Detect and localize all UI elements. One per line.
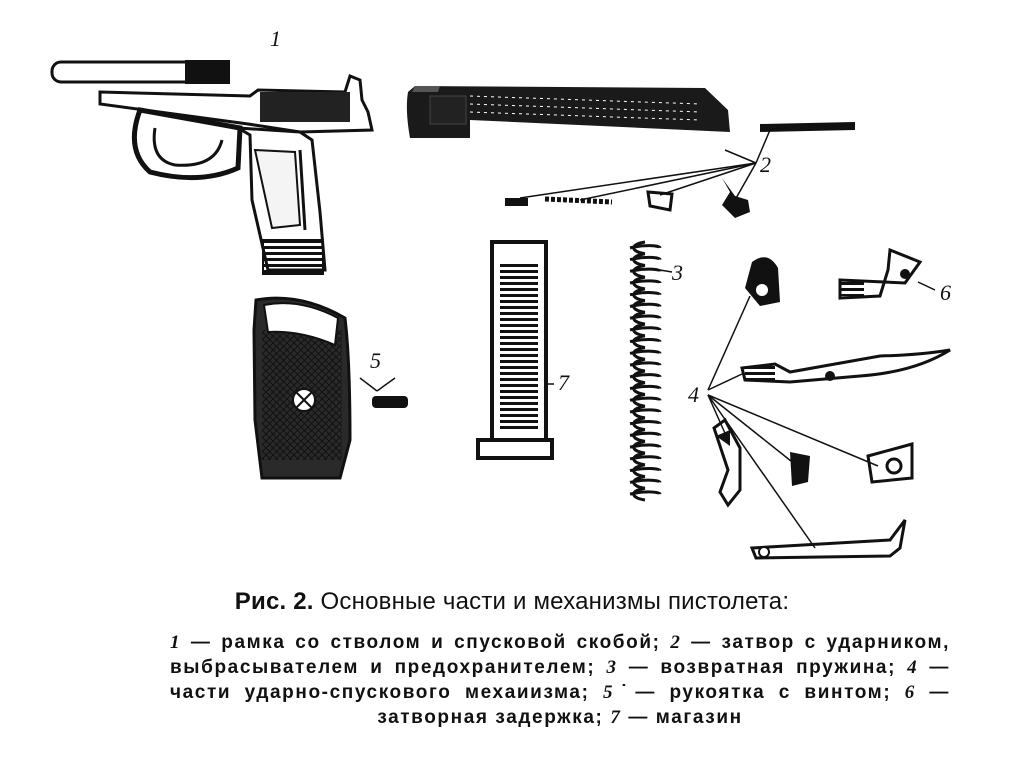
legend-item-5: 5˙— рукоятка с винтом; <box>603 682 905 703</box>
legend-item-3: 3 — возвратная пружина; <box>606 657 908 678</box>
slide-drawing <box>407 86 855 218</box>
legend-item-1: 1 — рамка со стволом и спусковой скобой; <box>170 632 671 653</box>
callout-5: 5 <box>370 348 381 373</box>
trigger-mechanism-drawing <box>708 257 950 558</box>
figure-legend <box>170 630 950 730</box>
frame-with-barrel-drawing <box>52 60 372 274</box>
callout-2: 2 <box>760 152 771 177</box>
grip-drawing <box>254 298 408 478</box>
legend-item-2: 2 — затвор с ударником, выбрасывателем и предохранителем; <box>170 632 950 678</box>
figure-title: Основные части и механизмы пистолета: <box>320 588 790 615</box>
legend-item-6: 6 — затворная задержка; <box>377 682 951 728</box>
legend-item-7: 7 — магазин <box>610 707 743 728</box>
callout-6: 6 <box>940 280 951 305</box>
magazine-drawing <box>478 242 554 458</box>
recoil-spring-drawing <box>630 242 672 500</box>
figure-label: Рис. 2. <box>234 588 314 615</box>
callout-1: 1 <box>270 26 281 51</box>
callout-3: 3 <box>672 260 683 285</box>
legend-item-4: 4 — части ударно-спускового мехаиизма; <box>170 657 950 703</box>
callout-7: 7 <box>558 370 569 395</box>
figure-caption-title <box>0 588 1024 616</box>
callout-4: 4 <box>688 382 699 407</box>
slide-stop-drawing <box>840 250 935 298</box>
